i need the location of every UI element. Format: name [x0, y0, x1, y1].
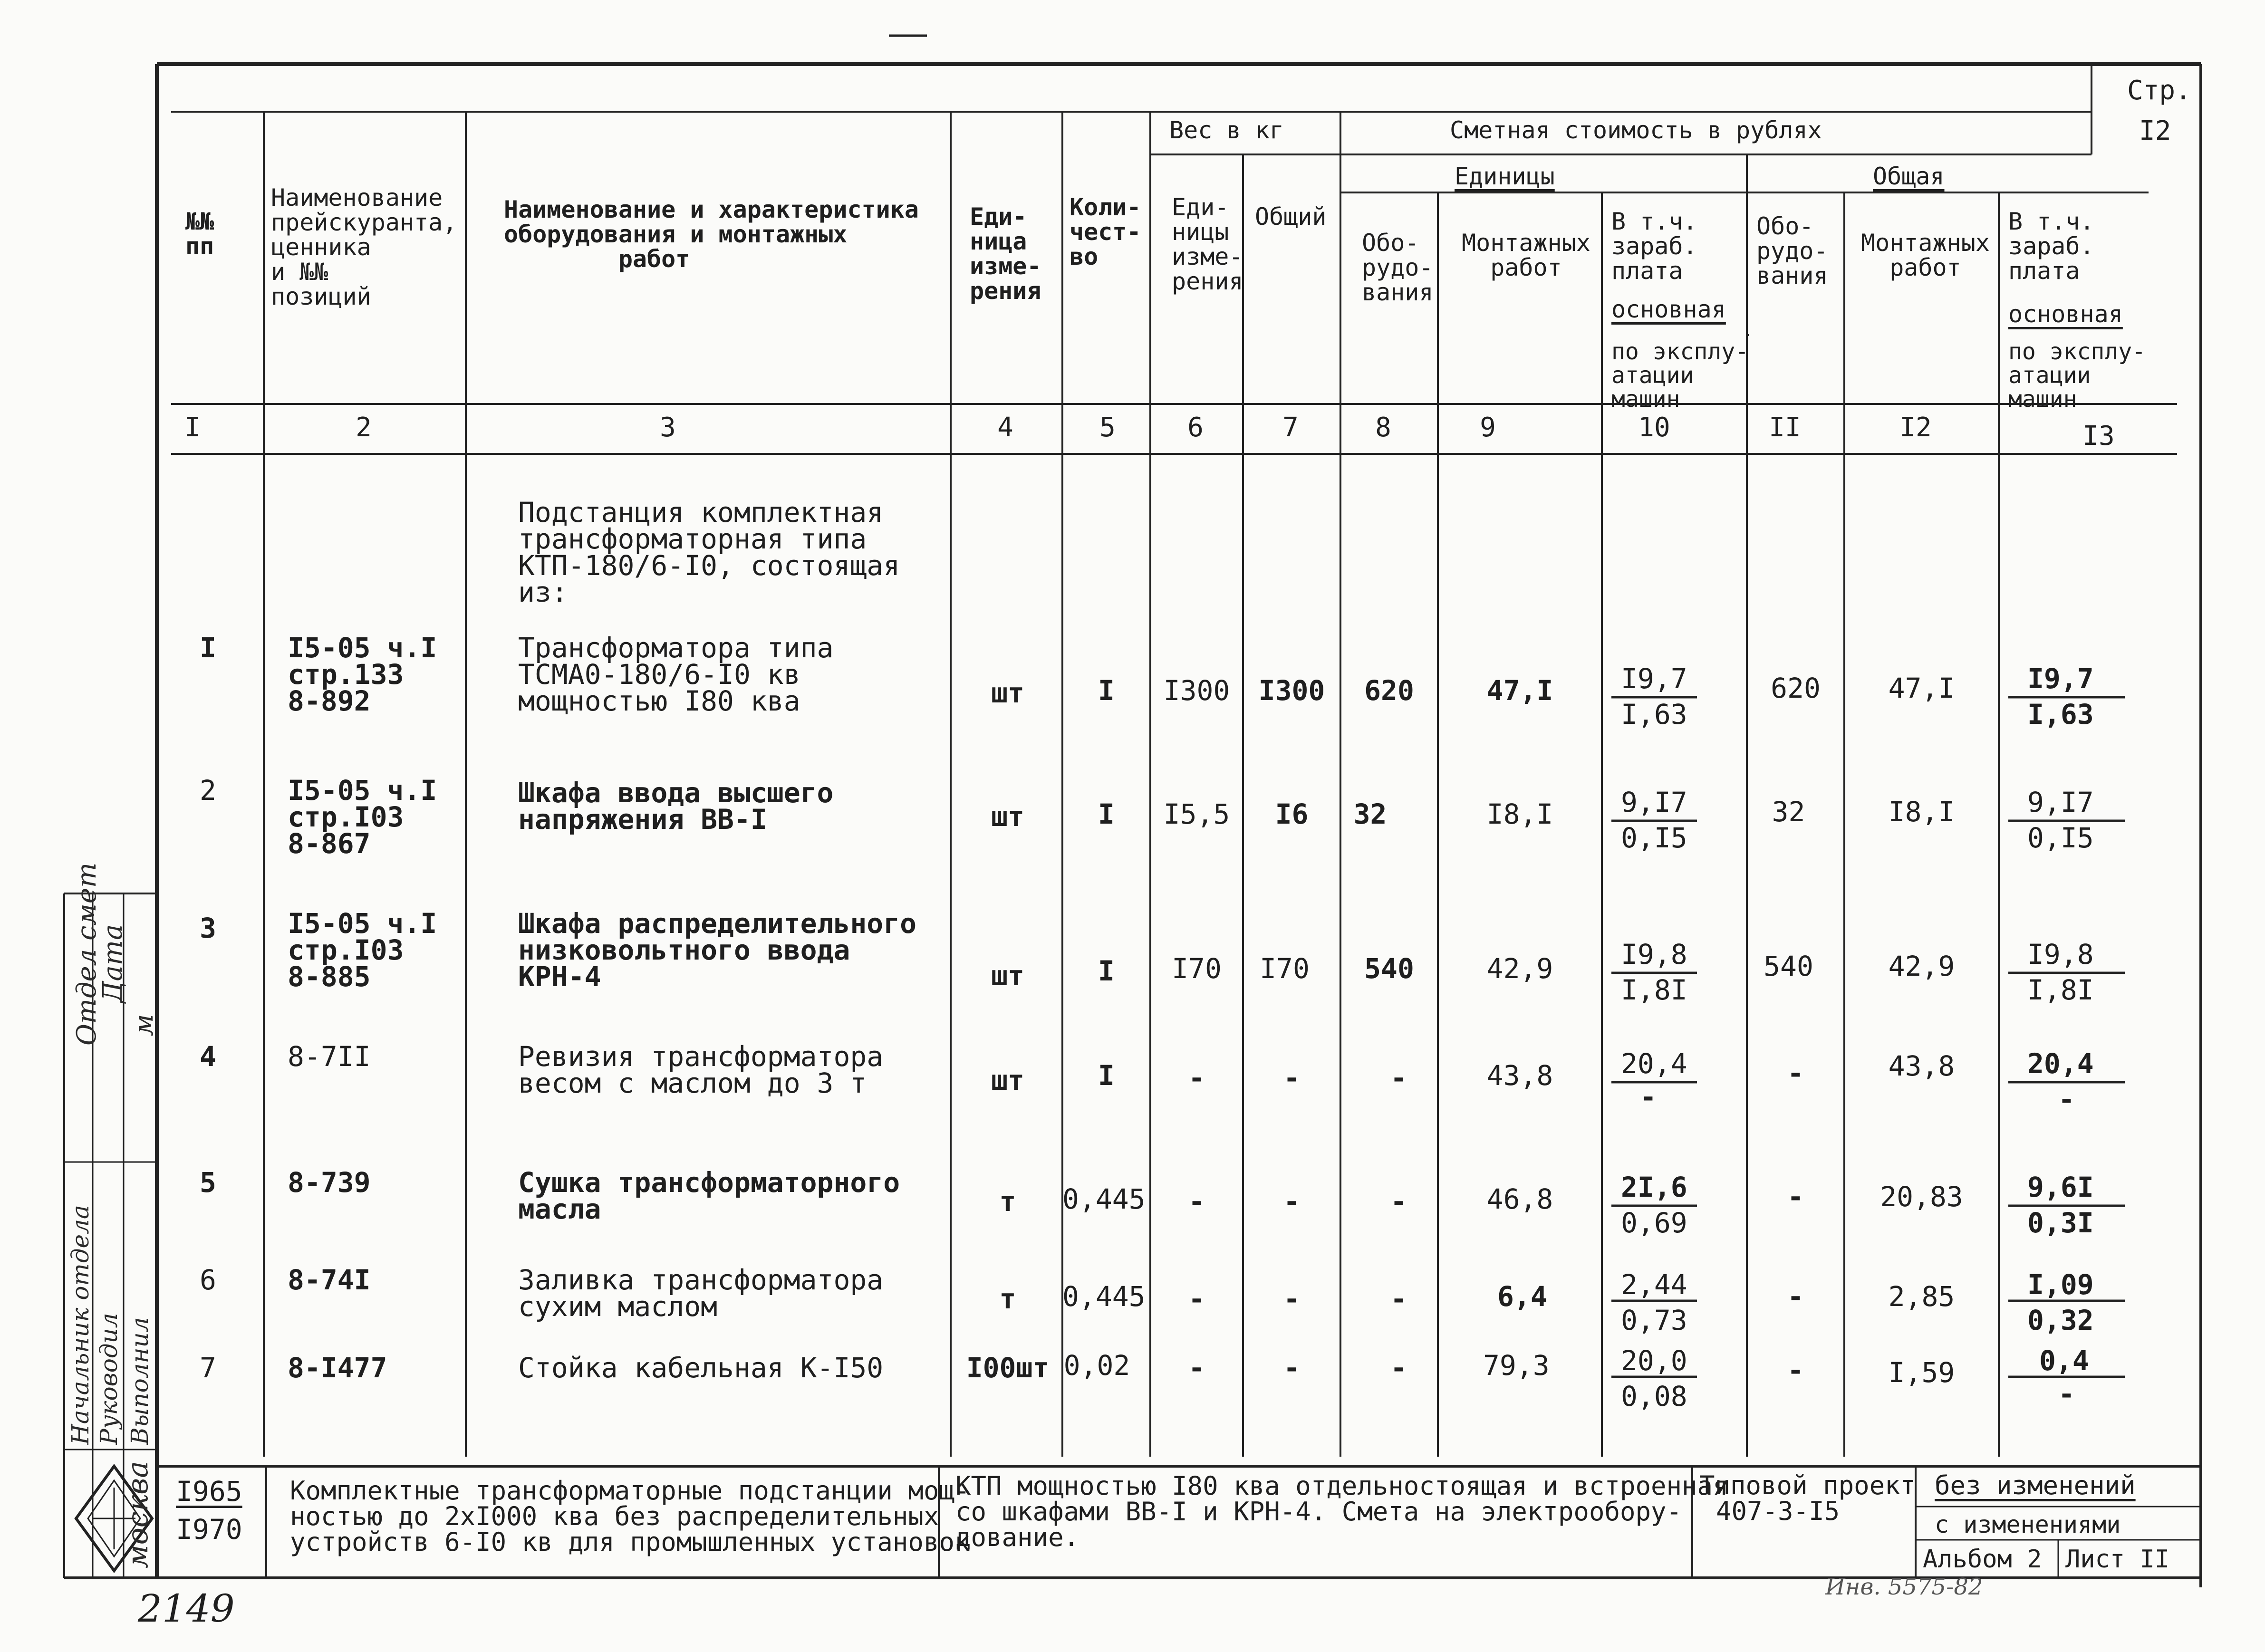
row-total-equipment: -	[1787, 1181, 1804, 1213]
row-weight-unit: -	[1188, 1062, 1205, 1094]
row-wage-main: 20,4	[1621, 1047, 1687, 1080]
stamp-album: Альбом 2	[1923, 1545, 2042, 1574]
header-wage: В т.ч. зараб. плата	[1611, 208, 1697, 285]
row-total-mount: 42,9	[1888, 950, 1955, 982]
row-mount: I8,I	[1486, 798, 1553, 830]
row-weight-total: I300	[1258, 674, 1325, 707]
stamp-title-1: Комплектные трансформаторные подстанции мощ- ностью до 2хI000 ква без распределительных устройств 6-I0 кв для промышленных установок	[290, 1476, 970, 1557]
row-wage-ops: I,8I	[1621, 974, 1687, 1006]
row-name: Трансформатора типа ТСМА0-180/6-I0 кв мощностью I80 ква	[518, 632, 834, 717]
row-total-wage-main: I,09	[2027, 1268, 2094, 1301]
row-number: 5	[200, 1166, 216, 1199]
row-total-wage-main: 9,6I	[2027, 1171, 2094, 1203]
header-weight-unit: Еди- ницы изме- рения	[1172, 193, 1243, 295]
header-qty: Коли- чест- во	[1070, 193, 1141, 270]
row-total-equipment: -	[1787, 1057, 1804, 1089]
row-equipment: 32	[1353, 798, 1387, 830]
row-wage-main: 20,0	[1621, 1345, 1687, 1377]
header-cost-group: Сметная стоимость в рублях	[1450, 116, 1822, 144]
row-wage-ops: 0,69	[1621, 1207, 1687, 1239]
col-number-13: I3	[2082, 421, 2115, 451]
row-total-mount: 47,I	[1888, 672, 1955, 704]
header-npp: №№ пп	[185, 208, 214, 260]
row-wage-ops: 0,08	[1621, 1380, 1687, 1412]
row-qty: I	[1098, 955, 1115, 987]
row-wage-ops: 0,73	[1621, 1304, 1687, 1336]
header-equipment: Обо- рудо- вания	[1362, 229, 1434, 306]
col-number-7: 7	[1282, 412, 1299, 443]
stamp-no-changes: без изменений	[1935, 1470, 2136, 1500]
row-name: Заливка трансформатора сухим маслом	[518, 1264, 884, 1323]
row-unit: шт	[991, 677, 1024, 709]
row-unit: I00шт	[966, 1352, 1050, 1384]
row-code: I5-05 ч.I стр.I03 8-885	[288, 907, 437, 993]
row-code: I5-05 ч.I стр.133 8-892	[288, 632, 437, 717]
row-total-wage-ops: -	[2058, 1378, 2075, 1410]
row-code: I5-05 ч.I стр.I03 8-867	[288, 774, 437, 860]
row-mount: 6,4	[1497, 1280, 1547, 1313]
row-code: 8-7II	[288, 1040, 371, 1073]
inventory-note: Инв. 5575-82	[1825, 1574, 1983, 1600]
section-title: Подстанция комплектная трансформаторная типа КТП-180/6-I0, состоящая из:	[518, 496, 900, 608]
row-weight-total: I70	[1260, 952, 1310, 985]
row-name: Шкафа ввода высшего напряжения ВВ-I	[518, 777, 834, 836]
row-total-wage-ops: 0,32	[2027, 1304, 2094, 1336]
row-wage-main: 2I,6	[1621, 1171, 1687, 1203]
row-weight-unit: -	[1188, 1283, 1205, 1315]
header-total-wage: В т.ч. зараб. плата	[2008, 208, 2094, 285]
row-total-wage-ops: -	[2058, 1083, 2075, 1115]
row-weight-unit: -	[1188, 1352, 1205, 1384]
stamp-title-2: КТП мощностью I80 ква отдельностоящая и встроенная со шкафами ВВ-I и КРН-4. Смета на электрообору- дование.	[955, 1471, 1728, 1552]
header-weight-group: Вес в кг	[1169, 116, 1284, 144]
page-number: I2	[2139, 115, 2171, 146]
stamp-city: москва	[121, 1461, 154, 1568]
row-total-mount: 43,8	[1888, 1050, 1955, 1082]
row-number: 2	[200, 774, 216, 807]
stamp-year-1: I965	[176, 1475, 242, 1508]
row-total-equipment: 32	[1772, 796, 1805, 828]
row-weight-unit: I5,5	[1163, 798, 1230, 830]
row-qty: I	[1098, 1059, 1115, 1092]
row-total-wage-main: 9,I7	[2027, 786, 2094, 818]
header-name: Наименование и характеристика оборудования и монтажных работ	[504, 196, 919, 273]
row-wage-ops: I,63	[1621, 698, 1687, 730]
stamp-project-label: Типовой проект	[1699, 1470, 1916, 1500]
row-equipment: -	[1390, 1062, 1407, 1094]
row-equipment: -	[1390, 1185, 1407, 1218]
col-number-4: 4	[997, 412, 1013, 443]
col-number-10: 10	[1638, 412, 1670, 443]
row-code: 8-74I	[288, 1264, 371, 1296]
header-total-wage-ops: по эксплу- атации машин	[2008, 338, 2146, 413]
row-total-wage-ops: 0,3I	[2027, 1207, 2094, 1239]
col-number-9: 9	[1480, 412, 1496, 443]
row-mount: 79,3	[1483, 1349, 1550, 1382]
header-total-equipment: Обо- рудо- вания	[1756, 212, 1828, 289]
row-number: 6	[200, 1264, 216, 1296]
page-label: Стр.	[2127, 75, 2191, 106]
row-weight-total: I6	[1275, 798, 1309, 830]
row-total-mount: I,59	[1888, 1356, 1955, 1389]
row-total-mount: 20,83	[1880, 1181, 1963, 1213]
header-cost-unit: Единицы	[1455, 163, 1555, 190]
side-label-m: м	[128, 1014, 159, 1036]
col-number-11: II	[1769, 412, 1801, 443]
row-equipment: -	[1390, 1352, 1407, 1384]
row-total-equipment: 540	[1764, 950, 1813, 982]
row-total-mount: 2,85	[1888, 1280, 1955, 1313]
col-number-1: I	[184, 412, 201, 443]
row-wage-main: I9,7	[1621, 663, 1687, 695]
header-wage-main: основная	[1611, 296, 1726, 323]
row-wage-main: 2,44	[1621, 1268, 1687, 1301]
header-mount: Монтажных работ	[1462, 229, 1590, 281]
row-mount: 46,8	[1486, 1183, 1553, 1215]
row-total-equipment: -	[1787, 1280, 1804, 1313]
row-total-wage-ops: I,8I	[2027, 974, 2094, 1006]
row-weight-total: -	[1283, 1062, 1300, 1094]
row-weight-total: -	[1283, 1352, 1300, 1384]
row-wage-ops: 0,I5	[1621, 822, 1687, 854]
row-total-wage-ops: 0,I5	[2027, 822, 2094, 854]
row-mount: 42,9	[1486, 952, 1553, 985]
header-unit: Еди- ница изме- рения	[970, 203, 1041, 305]
side-label-head: Начальник отдела	[67, 1205, 94, 1445]
row-total-wage-main: 20,4	[2027, 1047, 2094, 1080]
row-qty: 0,445	[1062, 1280, 1146, 1313]
row-unit: шт	[991, 960, 1024, 992]
side-label-dept: Отдел смет	[71, 862, 102, 1046]
row-weight-unit: I70	[1172, 952, 1222, 985]
col-number-2: 2	[356, 412, 372, 443]
row-number: 3	[200, 912, 216, 944]
row-number: 7	[200, 1352, 216, 1384]
header-total-wage-main: основная	[2008, 300, 2123, 328]
row-unit: т	[999, 1185, 1016, 1218]
row-wage-ops: -	[1640, 1081, 1657, 1113]
row-total-wage-main: 0,4	[2039, 1345, 2089, 1377]
stamp-project-number: 407-3-I5	[1716, 1496, 1840, 1526]
row-total-equipment: 620	[1771, 672, 1821, 704]
row-code: 8-739	[288, 1166, 371, 1199]
col-number-8: 8	[1375, 412, 1391, 443]
row-wage-main: 9,I7	[1621, 786, 1687, 818]
stamp-sheet: Лист II	[2065, 1545, 2170, 1574]
col-number-5: 5	[1099, 412, 1116, 443]
row-name: Сушка трансформаторного масла	[518, 1166, 900, 1225]
row-weight-total: -	[1283, 1185, 1300, 1218]
row-code: 8-I477	[288, 1352, 387, 1384]
row-name: Шкафа распределительного низковольтного ввода КРН-4	[518, 907, 917, 993]
row-mount: 47,I	[1486, 674, 1553, 707]
row-total-mount: I8,I	[1888, 796, 1955, 828]
side-label-supervised: Руководил	[95, 1313, 123, 1445]
header-total-mount: Монтажных работ	[1861, 229, 1990, 281]
row-total-wage-main: I9,7	[2027, 663, 2094, 695]
row-mount: 43,8	[1486, 1059, 1553, 1092]
row-name: Ревизия трансформатора весом с маслом до 3 т	[518, 1040, 884, 1099]
row-qty: 0,445	[1062, 1183, 1146, 1215]
stamp-with-changes: с изменениями	[1935, 1511, 2121, 1538]
row-total-wage-ops: I,63	[2027, 698, 2094, 730]
row-number: 4	[200, 1040, 216, 1073]
col-number-3: 3	[660, 412, 676, 443]
row-qty: 0,02	[1063, 1349, 1130, 1382]
row-weight-unit: -	[1188, 1185, 1205, 1218]
row-equipment: 540	[1364, 952, 1414, 985]
side-label-date: Дата	[97, 924, 128, 1003]
col-number-6: 6	[1187, 412, 1204, 443]
header-cost-total: Общая	[1873, 163, 1945, 190]
row-unit: шт	[991, 800, 1024, 833]
row-qty: I	[1098, 798, 1115, 830]
row-qty: I	[1098, 674, 1115, 707]
header-weight-total: Общий	[1255, 203, 1327, 231]
row-equipment: 620	[1364, 674, 1414, 707]
row-total-wage-main: I9,8	[2027, 938, 2094, 970]
stamp-year-2: I970	[176, 1513, 242, 1546]
row-unit: т	[999, 1283, 1016, 1315]
side-label-performed: Выполнил	[126, 1317, 154, 1445]
row-number: I	[200, 632, 216, 664]
col-number-12: I2	[1899, 412, 1932, 443]
header-wage-ops: по эксплу- атации машин	[1611, 338, 1749, 413]
handwritten-number: 2149	[138, 1586, 235, 1631]
row-weight-unit: I300	[1163, 674, 1230, 707]
row-equipment: -	[1390, 1283, 1407, 1315]
row-unit: шт	[991, 1064, 1024, 1096]
row-name: Стойка кабельная К-I50	[518, 1352, 884, 1384]
row-total-equipment: -	[1787, 1354, 1804, 1386]
row-wage-main: I9,8	[1621, 938, 1687, 970]
header-pricelist: Наименование прейскуранта, ценника и №№ позиций	[271, 184, 457, 310]
row-weight-total: -	[1283, 1283, 1300, 1315]
